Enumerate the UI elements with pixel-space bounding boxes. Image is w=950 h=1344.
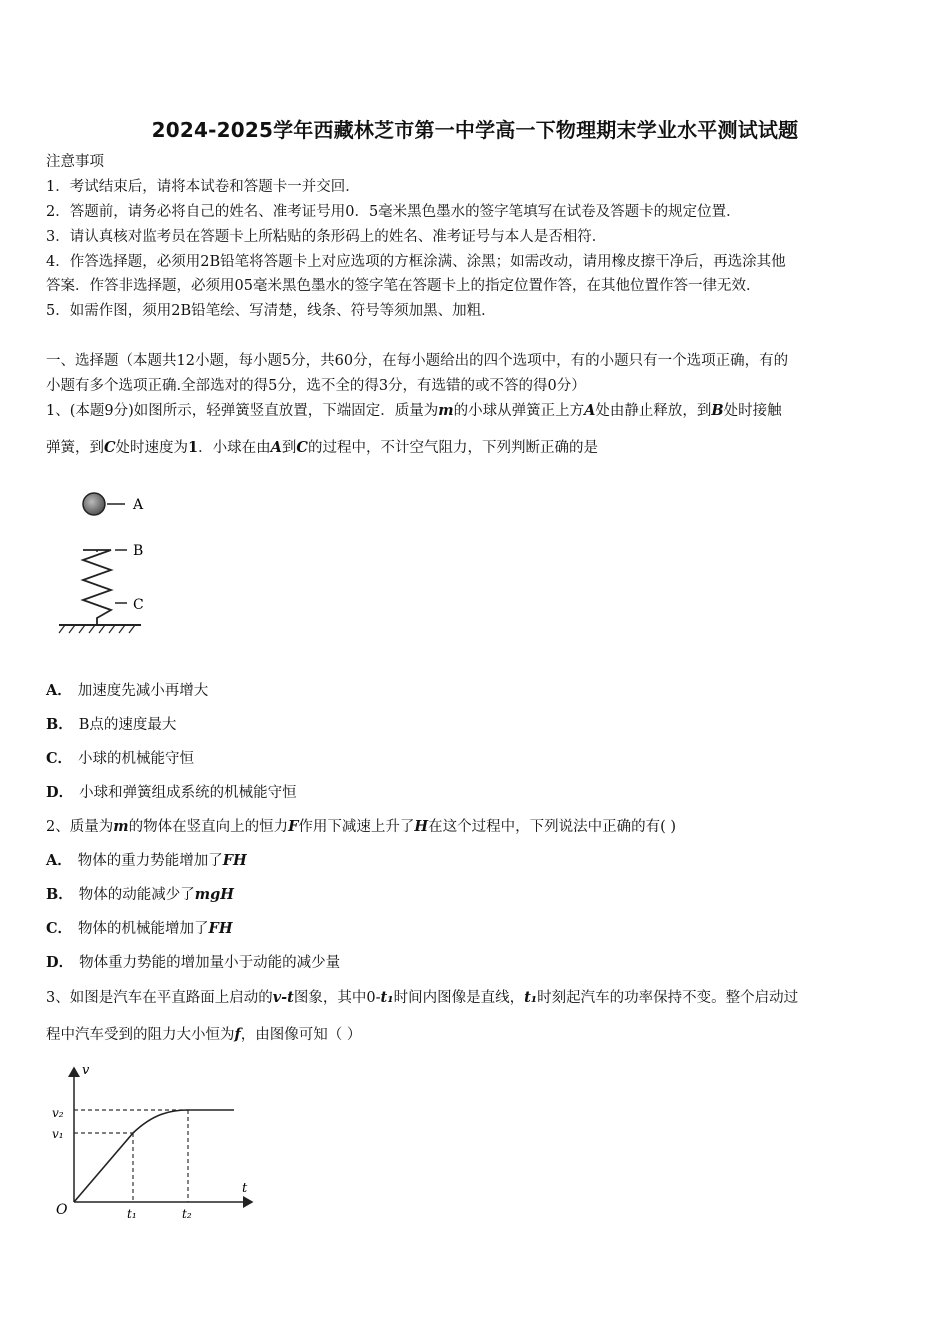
notice-item: 1．考试结束后，请将本试卷和答题卡一并交回．	[46, 179, 360, 195]
page-title: 2024-2025学年西藏林芝市第一中学高一下物理期末学业水平测试试题	[151, 118, 799, 142]
option-b[interactable]: B． B点的速度最大	[46, 716, 177, 733]
axis-t-label: t	[242, 1181, 248, 1196]
v1-label: v₁	[52, 1127, 64, 1141]
option-d[interactable]: D． 小球和弹簧组成系统的机械能守恒	[46, 784, 297, 801]
vt-graph	[48, 1062, 263, 1224]
question-1-text-cont: 弹簧，到C处时速度为1．小球在由A到C的过程中，不计空气阻力，下列判断正确的是	[46, 439, 598, 456]
spring-ball-figure	[55, 482, 165, 637]
question-2-text: 2、质量为m的物体在竖直向上的恒力F作用下减速上升了H在这个过程中，下列说法中正确的有( )	[46, 818, 676, 835]
t2-label: t₂	[182, 1207, 192, 1221]
spring	[83, 550, 111, 624]
v2-label: v₂	[52, 1106, 64, 1120]
option-a[interactable]: A． 加速度先减小再增大	[46, 682, 209, 699]
notice-item: 4．作答选择题，必须用2B铅笔将答题卡上对应选项的方框涂满、涂黑；如需改动，请用橡皮擦干净后，再选涂其他	[46, 254, 786, 270]
option-d[interactable]: D． 物体重力势能的增加量小于动能的减少量	[46, 954, 341, 971]
question-1-text: 1、(本题9分)如图所示，轻弹簧竖直放置，下端固定．质量为m的小球从弹簧正上方A处由静止释放，到B处时接触	[46, 402, 782, 419]
axis-v-label: v	[82, 1063, 90, 1078]
option-a[interactable]: A． 物体的重力势能增加了FH	[46, 852, 247, 869]
t1-label: t₁	[127, 1207, 137, 1221]
label-c: C	[133, 597, 144, 613]
option-b[interactable]: B． 物体的动能减少了mgH	[46, 886, 234, 903]
option-c[interactable]: C． 小球的机械能守恒	[46, 750, 195, 767]
section-heading-cont: 小题有多个选项正确.全部选对的得5分，选不全的得3分，有选错的或不答的得0分）	[46, 378, 586, 394]
vt-curve	[74, 1110, 234, 1202]
label-a: A	[133, 497, 144, 513]
notice-item: 答案．作答非选择题，必须用05毫米黑色墨水的签字笔在答题卡上的指定位置作答，在其他位置作答一律无效．	[46, 278, 761, 294]
notice-item: 5．如需作图，须用2B铅笔绘、写清楚，线条、符号等须加黑、加粗．	[46, 303, 496, 319]
notice-heading: 注意事项	[46, 154, 104, 170]
section-heading: 一、选择题（本题共12小题，每小题5分，共60分，在每小题给出的四个选项中，有的小题只有一个选项正确，有的	[46, 353, 789, 369]
label-b: B	[133, 543, 144, 559]
notice-item: 3．请认真核对监考员在答题卡上所粘贴的条形码上的姓名、准考证号与本人是否相符．	[46, 229, 607, 245]
option-c[interactable]: C． 物体的机械能增加了FH	[46, 920, 233, 937]
origin-label: O	[56, 1202, 68, 1218]
notice-item: 2．答题前，请务必将自己的姓名、准考证号用0．5毫米黑色墨水的签字笔填写在试卷及答题卡的规定位置．	[46, 204, 741, 220]
question-3-text-cont: 程中汽车受到的阻力大小恒为f，由图像可知（ ）	[46, 1026, 362, 1043]
question-3-text: 3、如图是汽车在平直路面上启动的v-t图象，其中0-t₁时间内图像是直线，t₁时刻起汽车的功率保持不变。整个启动过	[46, 989, 799, 1006]
ball	[83, 493, 105, 515]
